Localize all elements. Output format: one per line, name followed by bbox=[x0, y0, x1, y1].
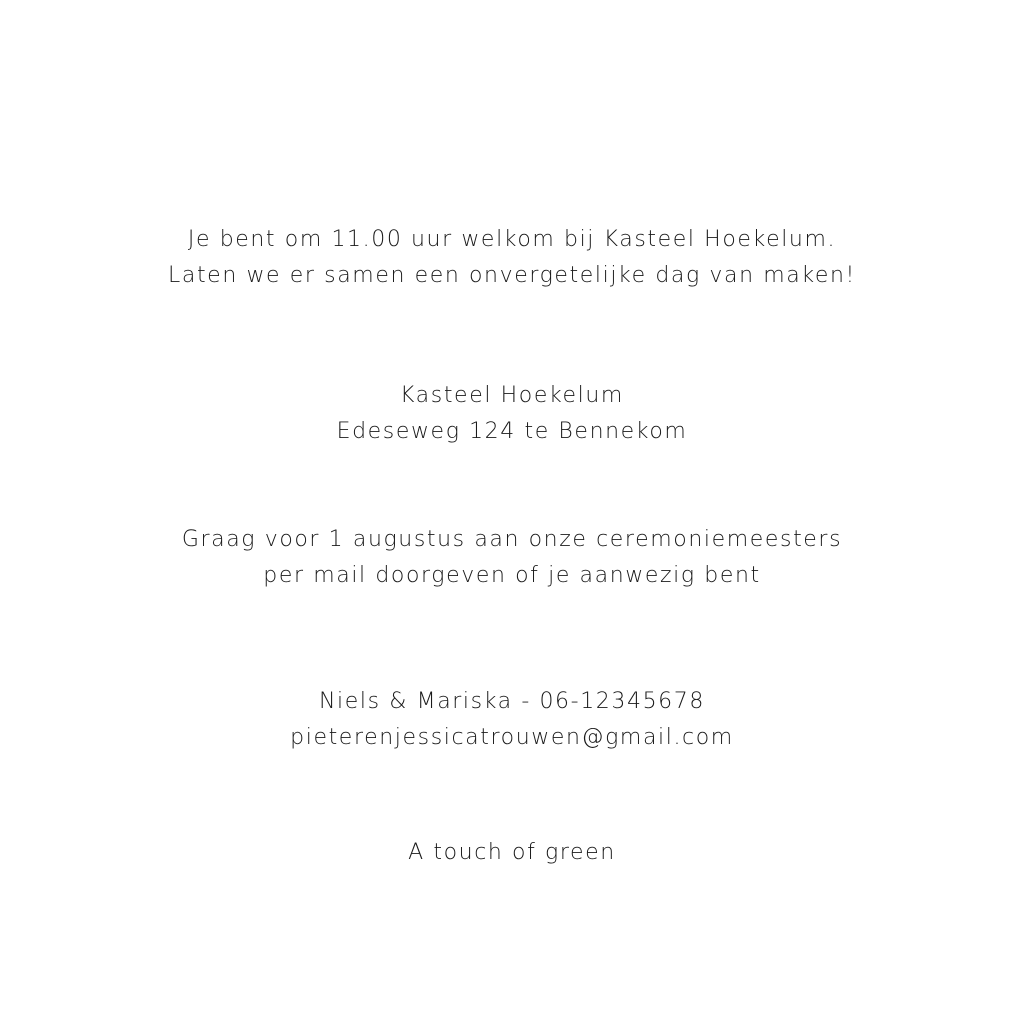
contact-email: pieterenjessicatrouwen@gmail.com bbox=[290, 725, 734, 750]
venue-name: Kasteel Hoekelum bbox=[400, 383, 624, 408]
venue-address: Edeseweg 124 te Bennekom bbox=[336, 419, 688, 444]
venue-info bbox=[0, 378, 1024, 450]
welcome-line-2: Laten we er samen een onvergetelijke dag van maken! bbox=[168, 263, 856, 288]
welcome-message bbox=[0, 222, 1024, 294]
rsvp-instructions bbox=[0, 522, 1024, 594]
contact-names-phone: Niels & Mariska - 06-12345678 bbox=[319, 689, 705, 714]
welcome-line-1: Je bent om 11.00 uur welkom bij Kasteel Hoekelum. bbox=[187, 227, 837, 252]
rsvp-line-2: per mail doorgeven of je aanwezig bent bbox=[263, 563, 761, 588]
theme-text bbox=[0, 835, 1024, 871]
contact-info bbox=[0, 684, 1024, 756]
rsvp-line-1: Graag voor 1 augustus aan onze ceremoniemeesters bbox=[181, 527, 843, 552]
theme-line: A touch of green bbox=[408, 840, 616, 865]
